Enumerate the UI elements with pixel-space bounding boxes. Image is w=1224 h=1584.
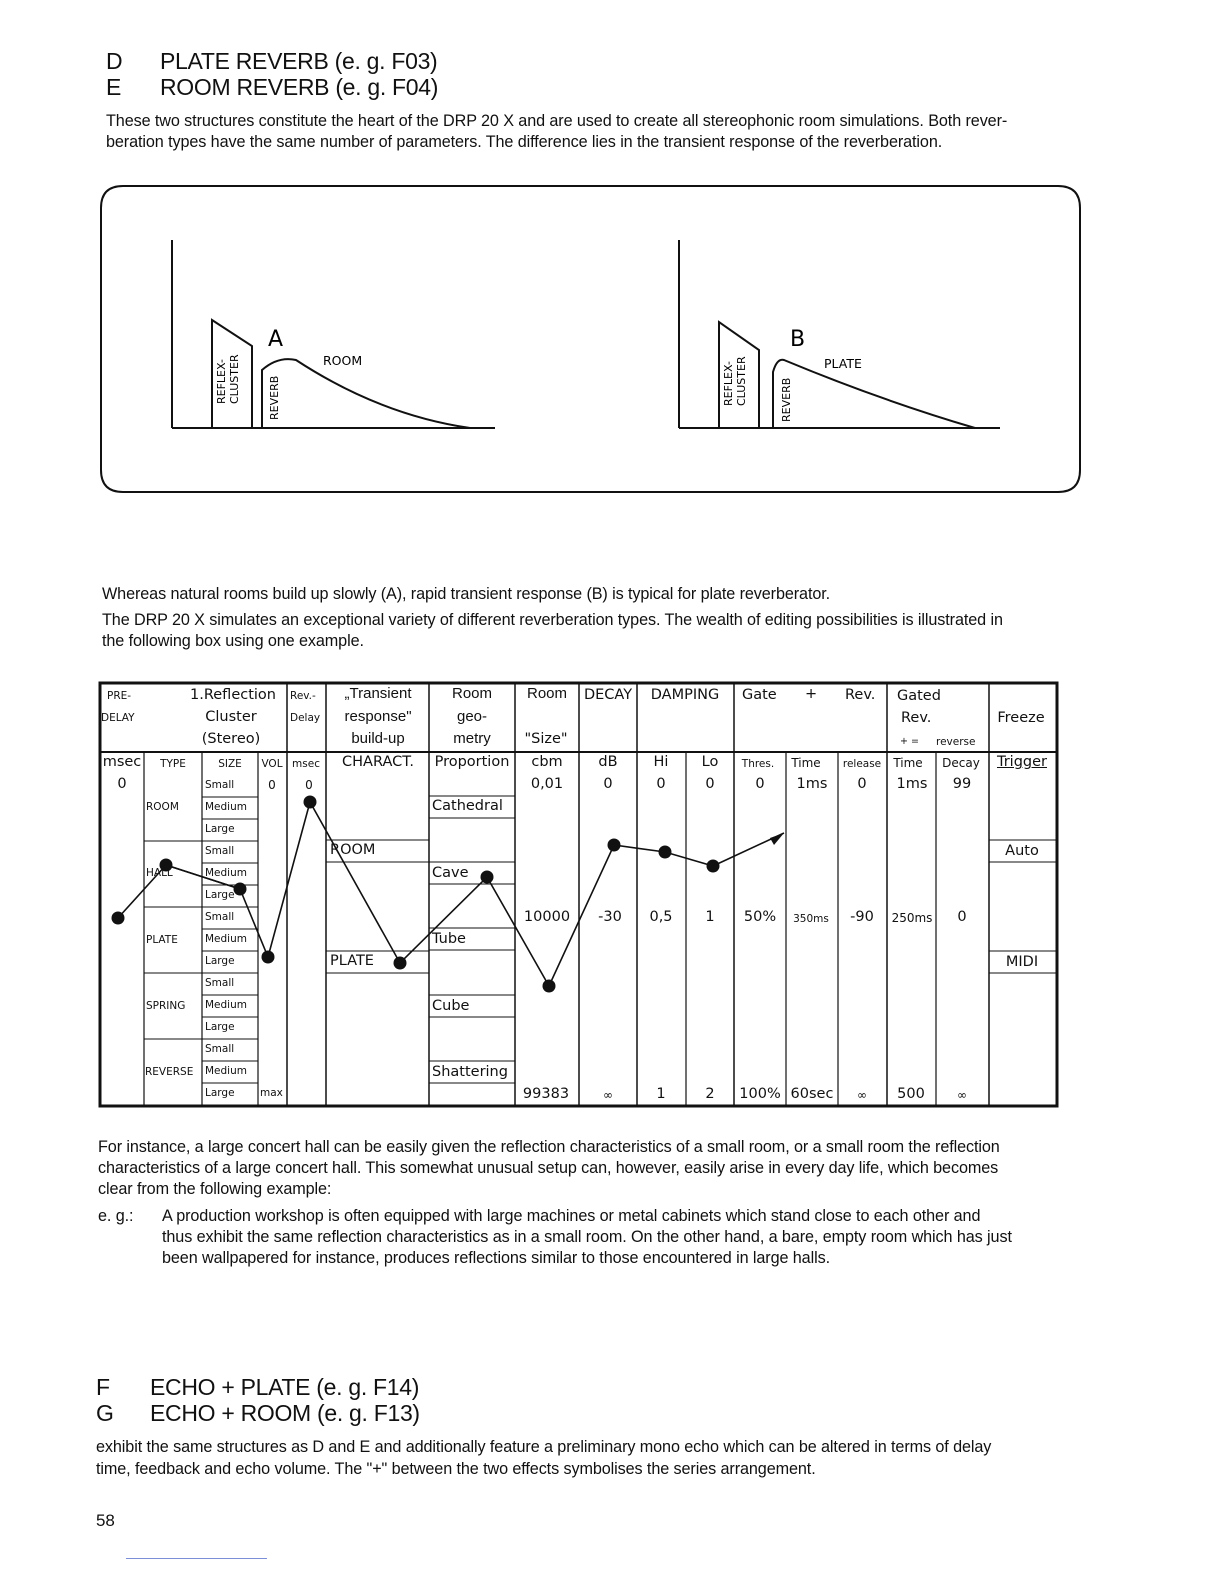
type-plate: PLATE — [146, 934, 178, 946]
example-line-3: been wallpapered for instance, produces reflections similar to those encountered in large halls. — [162, 1249, 830, 1267]
type-spring: SPRING — [146, 1000, 186, 1012]
unit-type: TYPE — [160, 758, 186, 770]
lower-line-2: characteristics of a large concert hall. This somewhat unusual setup can, however, easily arise in every day life, which becomes — [98, 1159, 999, 1177]
unit-hi: Hi — [653, 754, 669, 770]
header-damping: DAMPING — [650, 687, 720, 703]
max-cbm: 99383 — [522, 1086, 570, 1102]
room-reverb-label: REVERB — [268, 375, 281, 420]
type-room: ROOM — [146, 801, 179, 813]
fg-body-1: exhibit the same structures as D and E and additionally feature a preliminary mono echo which can be altered in terms of delay — [96, 1438, 992, 1456]
heading-g-letter: G — [96, 1400, 114, 1426]
heading-d-title: PLATE REVERB (e. g. F03) — [160, 48, 438, 74]
header-rev-delay: Delay — [290, 712, 321, 724]
ex-time: 350ms — [793, 913, 829, 925]
header-gated: Gated — [897, 688, 941, 704]
size-room-medium: Medium — [205, 801, 247, 813]
heading-f-title: ECHO + PLATE (e. g. F14) — [150, 1374, 420, 1400]
lower-line-1: For instance, a large concert hall can be easily given the reflection characteristics of a small room, or a small room the reflection — [98, 1138, 1000, 1156]
geometry-cube: Cube — [432, 998, 470, 1014]
size-spring-small: Small — [205, 977, 235, 989]
footer-rule — [126, 1558, 267, 1559]
header-gate-plus: + — [805, 686, 818, 702]
header-reflection-2: Cluster — [205, 709, 257, 725]
middle-line-1: Whereas natural rooms build up slowly (A), rapid transient response (B) is typical for plate reverberator. — [102, 585, 831, 603]
page-number: 58 — [96, 1511, 115, 1530]
geometry-tube: Tube — [432, 931, 466, 947]
plate-cluster-label-1: REFLEX- — [722, 361, 735, 406]
header-reflection-3: (Stereo) — [201, 731, 261, 747]
size-reverse-medium: Medium — [205, 1065, 247, 1077]
header-gate: Gate — [742, 687, 777, 703]
type-reverse: REVERSE — [145, 1066, 194, 1078]
unit-lo: Lo — [701, 754, 719, 770]
size-room-large: Large — [205, 823, 235, 835]
trigger-midi: MIDI — [1005, 954, 1039, 970]
marker-size-large — [234, 883, 247, 896]
middle-line-3: the following box using one example. — [102, 632, 364, 650]
header-geometry-2: geo- — [456, 708, 488, 725]
ex-release: -90 — [850, 909, 874, 925]
min-hi: 0 — [656, 776, 666, 792]
size-spring-large: Large — [205, 1021, 235, 1033]
unit-release: release — [842, 758, 882, 770]
min-thres: 0 — [755, 776, 765, 792]
size-hall-medium: Medium — [205, 867, 247, 879]
min-vol: 0 — [268, 778, 276, 792]
min-predelay: 0 — [117, 776, 127, 792]
header-room-size-2: "Size" — [524, 731, 568, 747]
marker-charact-plate — [394, 957, 407, 970]
marker-decay — [608, 839, 621, 852]
max-db: ∞ — [603, 1088, 613, 1102]
intro-line-1: These two structures constitute the heart of the DRP 20 X and are used to create all stereophonic room simulations. Both rever- — [106, 112, 1008, 130]
size-reverse-large: Large — [205, 1087, 235, 1099]
max-release: ∞ — [857, 1088, 867, 1102]
size-plate-small: Small — [205, 911, 235, 923]
heading-f-letter: F — [96, 1374, 110, 1400]
header-transient-2: response" — [344, 708, 412, 725]
example-line-2: thus exhibit the same reflection characteristics as in a small room. On the other hand, a bare, empty room which has just — [162, 1228, 1012, 1246]
heading-e-letter: E — [106, 74, 122, 100]
unit-trigger: Trigger — [996, 754, 1048, 770]
size-plate-large: Large — [205, 955, 235, 967]
ex-gated-time: 250ms — [891, 911, 933, 925]
size-room-small: Small — [205, 779, 235, 791]
geometry-cave: Cave — [432, 865, 469, 881]
max-gated-time: 500 — [897, 1086, 925, 1102]
unit-gated-time: Time — [893, 756, 923, 770]
size-reverse-small: Small — [205, 1043, 235, 1055]
charact-plate: PLATE — [330, 953, 374, 969]
intro-line-2: beration types have the same number of parameters. The difference lies in the transient response of the reverberation. — [106, 133, 943, 151]
max-lo: 2 — [705, 1086, 715, 1102]
min-lo: 0 — [705, 776, 715, 792]
header-transient-1: „Transient — [344, 685, 412, 702]
min-cbm: 0,01 — [530, 776, 564, 792]
unit-thres: Thres. — [741, 758, 775, 770]
unit-gated-decay: Decay — [942, 756, 980, 770]
plate-cluster-label-2: CLUSTER — [735, 356, 748, 406]
ex-gated-decay: 0 — [957, 909, 967, 925]
size-plate-medium: Medium — [205, 933, 247, 945]
header-gated-rev: Rev. — [901, 710, 932, 726]
trigger-auto: Auto — [1005, 843, 1039, 859]
geometry-shattering: Shattering — [432, 1064, 508, 1080]
marker-geometry-cave — [481, 871, 494, 884]
marker-damping-lo — [707, 860, 720, 873]
example-label: e. g.: — [98, 1207, 134, 1225]
header-transient-3: build-up — [351, 730, 405, 747]
heading-g — [96, 1400, 420, 1427]
plate-curve-label: PLATE — [824, 356, 862, 371]
unit-revdelay: msec — [292, 758, 320, 770]
fg-body-2: time, feedback and echo volume. The "+" between the two effects symbolises the series arrangement. — [96, 1460, 816, 1478]
heading-f — [96, 1374, 419, 1401]
unit-cbm: cbm — [531, 754, 563, 770]
size-hall-large: Large — [205, 889, 235, 901]
unit-predelay: msec — [102, 754, 142, 770]
header-geometry-1: Room — [451, 685, 493, 702]
header-freeze: Freeze — [997, 710, 1045, 726]
marker-volume — [262, 951, 275, 964]
header-pre: PRE- — [107, 690, 132, 702]
min-revdelay: 0 — [305, 778, 313, 792]
max-gated-decay: ∞ — [957, 1088, 967, 1102]
room-letter: A — [268, 327, 284, 352]
ex-db: -30 — [598, 909, 622, 925]
charact-room: ROOM — [330, 842, 376, 858]
header-rev: Rev.- — [290, 690, 316, 702]
unit-db: dB — [598, 754, 618, 770]
type-hall: HALL — [146, 867, 173, 879]
header-decay: DECAY — [583, 687, 633, 703]
unit-vol: VOL — [261, 758, 283, 770]
marker-predelay — [112, 912, 125, 925]
room-cluster-label-2: CLUSTER — [228, 354, 241, 404]
heading-e-title: ROOM REVERB (e. g. F04) — [160, 74, 439, 100]
plate-reverb-label: REVERB — [780, 377, 793, 422]
unit-time: Time — [791, 756, 821, 770]
header-gated-plus-equals: + = — [900, 736, 919, 747]
header-reflection-1: 1.Reflection — [190, 687, 276, 703]
max-time: 60sec — [790, 1086, 834, 1102]
example-line-1: A production workshop is often equipped with large machines or metal cabinets which stand close to each other and — [162, 1207, 981, 1225]
min-gated-decay: 99 — [952, 776, 972, 792]
room-cluster-label-1: REFLEX- — [215, 359, 228, 404]
geometry-cathedral: Cathedral — [432, 798, 503, 814]
room-curve-label: ROOM — [323, 353, 363, 368]
header-gated-reverse: reverse — [936, 736, 976, 748]
max-hi: 1 — [656, 1086, 666, 1102]
ex-hi: 0,5 — [649, 909, 673, 925]
middle-line-2: The DRP 20 X simulates an exceptional variety of different reverberation types. The wealth of editing possibilities is illustrated in — [102, 611, 1003, 629]
header-gate-rev: Rev. — [845, 687, 876, 703]
marker-room-size — [543, 980, 556, 993]
header-room-size-1: Room — [526, 685, 568, 702]
min-gated-time: 1ms — [896, 776, 928, 792]
ex-thres: 50% — [743, 909, 777, 925]
vol-max: max — [260, 1087, 283, 1099]
marker-rev-delay — [304, 796, 317, 809]
ex-lo: 1 — [705, 909, 715, 925]
min-time: 1ms — [796, 776, 828, 792]
header-delay: DELAY — [101, 712, 135, 724]
max-thres: 100% — [739, 1086, 781, 1102]
unit-size: SIZE — [218, 758, 242, 770]
plate-letter: B — [790, 327, 806, 352]
unit-proportion: Proportion — [434, 754, 510, 770]
ex-cbm: 10000 — [523, 909, 571, 925]
unit-charact: CHARACT. — [342, 754, 414, 770]
heading-g-title: ECHO + ROOM (e. g. F13) — [150, 1400, 420, 1426]
size-spring-medium: Medium — [205, 999, 247, 1011]
size-hall-small: Small — [205, 845, 235, 857]
min-release: 0 — [857, 776, 867, 792]
heading-d-letter: D — [106, 48, 123, 74]
marker-damping-hi — [659, 846, 672, 859]
min-db: 0 — [603, 776, 613, 792]
header-geometry-3: metry — [453, 730, 491, 747]
lower-line-3: clear from the following example: — [98, 1180, 332, 1198]
